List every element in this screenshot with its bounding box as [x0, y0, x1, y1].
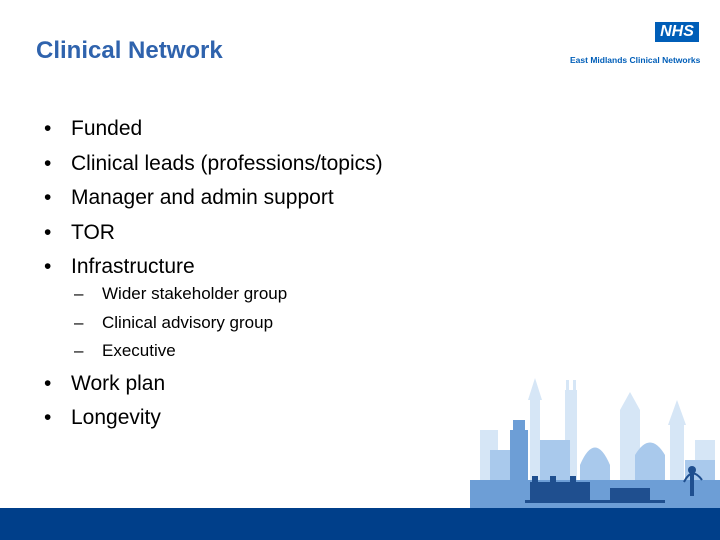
list-item — [44, 112, 544, 147]
bullet-icon: • — [44, 186, 52, 209]
sub-list-item-text: Clinical advisory group — [102, 312, 274, 332]
sub-list-item-text: Wider stakeholder group — [102, 284, 288, 303]
bullet-icon: • — [44, 372, 52, 395]
bullet-list-continued — [44, 367, 544, 435]
bullet-list — [44, 112, 544, 285]
list-item — [44, 147, 544, 182]
list-item — [44, 216, 544, 251]
sub-list-item — [74, 309, 474, 338]
list-item — [44, 367, 544, 401]
sub-bullet-list — [74, 280, 474, 366]
dash-icon: – — [74, 312, 84, 332]
list-item-text: Longevity — [71, 406, 161, 429]
list-item — [44, 401, 544, 435]
nhs-logo-badge: NHS — [655, 22, 699, 42]
sub-list-item — [74, 280, 474, 309]
list-item-text: Work plan — [71, 372, 166, 395]
footer-bar — [0, 508, 720, 540]
bullet-icon: • — [44, 255, 52, 278]
slide-title: Clinical Network — [36, 37, 223, 64]
dash-icon: – — [74, 341, 84, 360]
list-item-text: Manager and admin support — [71, 186, 334, 209]
bullet-icon: • — [44, 117, 52, 140]
sub-list-item — [74, 337, 474, 366]
list-item-text: Funded — [71, 117, 143, 140]
list-item-text: Infrastructure — [71, 255, 195, 278]
org-name: East Midlands Clinical Networks — [570, 55, 701, 65]
bullet-icon: • — [44, 406, 52, 429]
city-skyline-illustration — [470, 370, 720, 510]
bullet-icon: • — [44, 220, 52, 244]
bullet-icon: • — [44, 151, 52, 175]
list-item — [44, 181, 544, 216]
list-item-text: Clinical leads (professions/topics) — [71, 151, 383, 175]
sub-list-item-text: Executive — [102, 341, 176, 360]
list-item-text: TOR — [71, 220, 115, 244]
dash-icon: – — [74, 284, 84, 303]
